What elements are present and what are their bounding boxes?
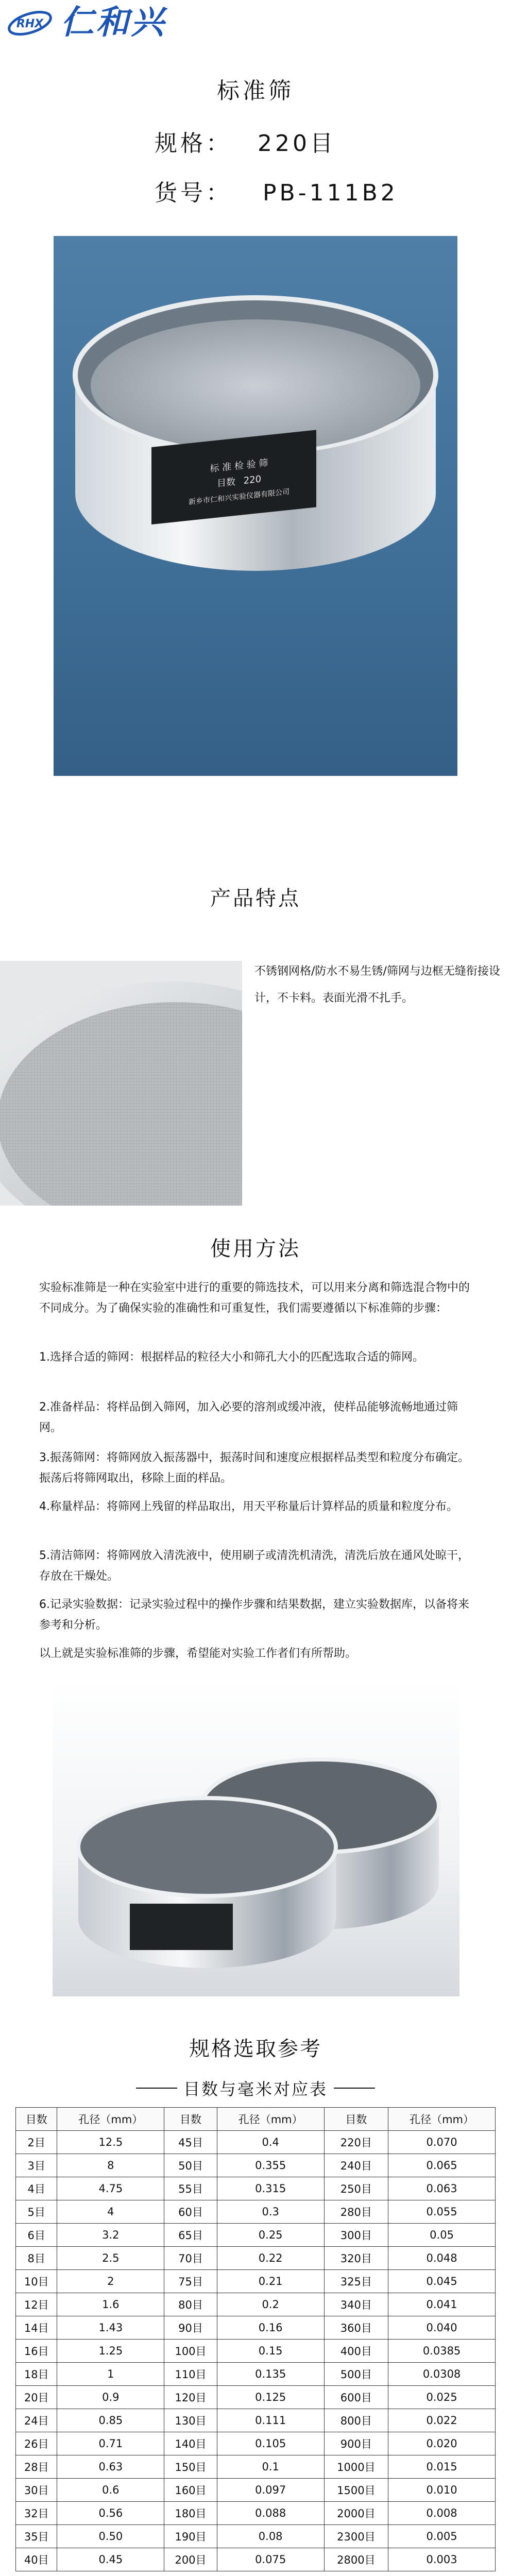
usage-step-3: 3.振荡筛网：将筛网放入振荡器中，振荡时间和速度应根据样品类型和粒度分布确定。振荡后将筛网取出，移除上面的样品。: [39, 1451, 469, 1485]
mesh-closeup-photo: [0, 961, 242, 1206]
table-row: [16, 2432, 496, 2455]
usage-step: [39, 1546, 477, 1587]
table-cell: 6目: [16, 2224, 57, 2247]
table-cell: 1: [57, 2363, 164, 2386]
table-cell: 0.135: [217, 2363, 324, 2386]
table-row: [16, 2177, 496, 2200]
table-cell: 120目: [164, 2386, 217, 2409]
table-cell: 0.075: [217, 2548, 324, 2571]
table-cell: 300目: [324, 2224, 388, 2247]
subtitle-divider-right: [334, 2088, 375, 2089]
table-cell: 0.3: [217, 2200, 324, 2224]
table-cell: 65目: [164, 2224, 217, 2247]
table-cell: 2.5: [57, 2247, 164, 2270]
table-cell: 3目: [16, 2154, 57, 2177]
table-cell: 130目: [164, 2409, 217, 2432]
table-cell: 0.125: [217, 2386, 324, 2409]
table-cell: 90目: [164, 2316, 217, 2340]
usage-step: [39, 1397, 477, 1438]
table-cell: 0.065: [388, 2154, 496, 2177]
table-row: [16, 2525, 496, 2548]
table-cell: 0.15: [217, 2340, 324, 2363]
table-row: [16, 2455, 496, 2479]
table-cell: 600目: [324, 2386, 388, 2409]
table-cell: 0.25: [217, 2224, 324, 2247]
subtitle-divider-left: [136, 2088, 177, 2089]
table-cell: 0.2: [217, 2293, 324, 2316]
usage-intro: [39, 1278, 477, 1319]
table-cell: 400目: [324, 2340, 388, 2363]
table-cell: 1.43: [57, 2316, 164, 2340]
table-cell: 80目: [164, 2293, 217, 2316]
sieve-label-maker: 新乡市仁和兴实验仪器有限公司: [189, 487, 289, 507]
table-cell: 0.63: [57, 2455, 164, 2479]
usage-step-5: 5.清洁筛网：将筛网放入清洗液中，使用刷子或清洗机清洗，清洗后放在通风处晾干，存放在干燥处。: [39, 1549, 469, 1583]
features-title: 产品特点: [210, 887, 301, 910]
mesh-size-table: [15, 2107, 496, 2571]
brand-logo: [6, 4, 223, 41]
table-cell: 2: [57, 2270, 164, 2293]
table-cell: 5目: [16, 2200, 57, 2224]
table-cell: 1.25: [57, 2340, 164, 2363]
table-cell: 0.041: [388, 2293, 496, 2316]
code-value: PB-111B2: [263, 180, 398, 206]
table-cell: 150目: [164, 2455, 217, 2479]
table-cell: 26目: [16, 2432, 57, 2455]
code-label: 货号：: [155, 180, 232, 206]
table-cell: 2000目: [324, 2502, 388, 2525]
table-cell: 160目: [164, 2479, 217, 2502]
table-cell: 0.040: [388, 2316, 496, 2340]
table-cell: 0.063: [388, 2177, 496, 2200]
table-cell: 32目: [16, 2502, 57, 2525]
logo-mark-icon: [6, 8, 54, 38]
product-title: 标准筛: [217, 78, 294, 104]
table-cell: 0.015: [388, 2455, 496, 2479]
table-cell: 0.048: [388, 2247, 496, 2270]
usage-paragraph: 实验标准筛是一种在实验室中进行的重要的筛选技术，可以用来分离和筛选混合物中的不同成分。为了确保实验的准确性和可重复性，我们需要遵循以下标准筛的步骤：: [39, 1281, 470, 1315]
table-cell: 0.21: [217, 2270, 324, 2293]
table-header-cell: 孔径（mm）: [388, 2108, 496, 2131]
table-row: [16, 2131, 496, 2154]
usage-step-1: 1.选择合适的筛网：根据样品的粒径大小和筛孔大小的匹配选取合适的筛网。: [39, 1351, 424, 1364]
table-cell: 0.0385: [388, 2340, 496, 2363]
table-cell: 12目: [16, 2293, 57, 2316]
table-cell: 12.5: [57, 2131, 164, 2154]
table-cell: 35目: [16, 2525, 57, 2548]
table-cell: 190目: [164, 2525, 217, 2548]
table-cell: 0.50: [57, 2525, 164, 2548]
table-row: [16, 2548, 496, 2571]
table-cell: 240目: [324, 2154, 388, 2177]
table-cell: 4目: [16, 2177, 57, 2200]
usage-step-6: 6.记录实验数据：记录实验过程中的操作步骤和结果数据，建立实验数据库，以备将来参考和分析。: [39, 1598, 469, 1632]
table-row: [16, 2363, 496, 2386]
usage-conclusion: [39, 1643, 477, 1664]
table-cell: 45目: [164, 2131, 217, 2154]
table-cell: 0.055: [388, 2200, 496, 2224]
table-cell: 40目: [16, 2548, 57, 2571]
product-photo-pair: [53, 1677, 459, 1996]
table-cell: 500目: [324, 2363, 388, 2386]
table-cell: 28目: [16, 2455, 57, 2479]
table-cell: 2800目: [324, 2548, 388, 2571]
table-row: [16, 2479, 496, 2502]
table-cell: 1.6: [57, 2293, 164, 2316]
table-row: [16, 2409, 496, 2432]
table-header-cell: 孔径（mm）: [57, 2108, 164, 2131]
table-cell: 10目: [16, 2270, 57, 2293]
table-cell: 75目: [164, 2270, 217, 2293]
table-cell: 1000目: [324, 2455, 388, 2479]
table-cell: 55目: [164, 2177, 217, 2200]
table-cell: 14目: [16, 2316, 57, 2340]
table-cell: 0.003: [388, 2548, 496, 2571]
table-cell: 0.0308: [388, 2363, 496, 2386]
spec-row: [155, 125, 336, 158]
table-cell: 180目: [164, 2502, 217, 2525]
table-cell: 0.85: [57, 2409, 164, 2432]
table-row: [16, 2316, 496, 2340]
table-cell: 0.070: [388, 2131, 496, 2154]
table-row: [16, 2247, 496, 2270]
table-cell: 0.111: [217, 2409, 324, 2432]
table-cell: 0.45: [57, 2548, 164, 2571]
table-cell: 50目: [164, 2154, 217, 2177]
table-cell: 0.020: [388, 2432, 496, 2455]
sieve-illustration: [54, 236, 457, 776]
table-cell: 900目: [324, 2432, 388, 2455]
table-cell: 0.105: [217, 2432, 324, 2455]
table-section-title: 规格选取参考: [189, 2037, 322, 2061]
table-cell: 0.315: [217, 2177, 324, 2200]
table-cell: 800目: [324, 2409, 388, 2432]
table-row: [16, 2270, 496, 2293]
usage-step: [39, 1347, 477, 1368]
table-cell: 360目: [324, 2316, 388, 2340]
table-cell: 0.6: [57, 2479, 164, 2502]
table-cell: 0.025: [388, 2386, 496, 2409]
table-cell: 0.08: [217, 2525, 324, 2548]
table-cell: 0.005: [388, 2525, 496, 2548]
table-cell: 0.71: [57, 2432, 164, 2455]
table-cell: 320目: [324, 2247, 388, 2270]
usage-step-2: 2.准备样品：将样品倒入筛网，加入必要的溶剂或缓冲液，使样品能够流畅地通过筛网。: [39, 1401, 458, 1434]
table-cell: 0.097: [217, 2479, 324, 2502]
product-photo-main: [54, 236, 457, 776]
table-cell: 0.4: [217, 2131, 324, 2154]
usage-conclusion-text: 以上就是实验标准筛的步骤，希望能对实验工作者们有所帮助。: [39, 1647, 357, 1660]
table-header-cell: 目数: [324, 2108, 388, 2131]
table-cell: 140目: [164, 2432, 217, 2455]
table-row: [16, 2154, 496, 2177]
brand-name: 仁和兴: [61, 4, 166, 42]
usage-step: [39, 1497, 477, 1517]
table-cell: 0.088: [217, 2502, 324, 2525]
table-cell: 1500目: [324, 2479, 388, 2502]
table-row: [16, 2224, 496, 2247]
table-cell: 30目: [16, 2479, 57, 2502]
table-header-cell: 孔径（mm）: [217, 2108, 324, 2131]
spec-label: 规格：: [155, 130, 232, 157]
table-row: [16, 2502, 496, 2525]
logo-letters: RHX: [16, 18, 44, 30]
table-row: [16, 2200, 496, 2224]
table-cell: 0.22: [217, 2247, 324, 2270]
table-cell: 60目: [164, 2200, 217, 2224]
usage-step: [39, 1595, 477, 1636]
table-cell: 0.16: [217, 2316, 324, 2340]
usage-step-4: 4.称量样品：将筛网上残留的样品取出，用天平称量后计算样品的质量和粒度分布。: [39, 1500, 458, 1513]
table-cell: 70目: [164, 2247, 217, 2270]
table-cell: 280目: [324, 2200, 388, 2224]
sieve-label-title: 标 准 检 验 筛: [210, 457, 268, 474]
table-cell: 0.56: [57, 2502, 164, 2525]
usage-title: 使用方法: [210, 1237, 301, 1261]
table-cell: 3.2: [57, 2224, 164, 2247]
table-cell: 340目: [324, 2293, 388, 2316]
sieve-label-mesh-value: 220: [243, 473, 262, 487]
table-cell: 100目: [164, 2340, 217, 2363]
table-subtitle: [0, 2076, 511, 2100]
table-cell: 0.010: [388, 2479, 496, 2502]
table-cell: 0.1: [217, 2455, 324, 2479]
table-cell: 4: [57, 2200, 164, 2224]
table-cell: 0.022: [388, 2409, 496, 2432]
spec-value: 220目: [258, 130, 336, 157]
table-cell: 18目: [16, 2363, 57, 2386]
table-cell: 20目: [16, 2386, 57, 2409]
table-row: [16, 2340, 496, 2363]
table-cell: 2目: [16, 2131, 57, 2154]
table-cell: 24目: [16, 2409, 57, 2432]
table-cell: 0.008: [388, 2502, 496, 2525]
table-cell: 4.75: [57, 2177, 164, 2200]
table-cell: 16目: [16, 2340, 57, 2363]
usage-step: [39, 1448, 477, 1489]
table-cell: 2300目: [324, 2525, 388, 2548]
table-header-row: [16, 2108, 496, 2131]
table-cell: 110目: [164, 2363, 217, 2386]
sieve-label-mesh-label: 目数: [216, 476, 235, 489]
table-subtitle-text: 目数与毫米对应表: [183, 2079, 328, 2099]
table-cell: 0.9: [57, 2386, 164, 2409]
table-cell: 8: [57, 2154, 164, 2177]
table-row: [16, 2386, 496, 2409]
table-cell: 0.05: [388, 2224, 496, 2247]
features-text: 不锈钢网格/防水不易生锈/筛网与边框无缝衔接设计，不卡料。表面光滑不扎手。: [254, 965, 500, 1005]
table-cell: 0.045: [388, 2270, 496, 2293]
table-header-cell: 目数: [164, 2108, 217, 2131]
code-row: [155, 174, 398, 207]
table-row: [16, 2293, 496, 2316]
table-cell: 250目: [324, 2177, 388, 2200]
table-cell: 200目: [164, 2548, 217, 2571]
table-header-cell: 目数: [16, 2108, 57, 2131]
table-cell: 8目: [16, 2247, 57, 2270]
table-cell: 220目: [324, 2131, 388, 2154]
table-cell: 325目: [324, 2270, 388, 2293]
table-cell: 0.355: [217, 2154, 324, 2177]
